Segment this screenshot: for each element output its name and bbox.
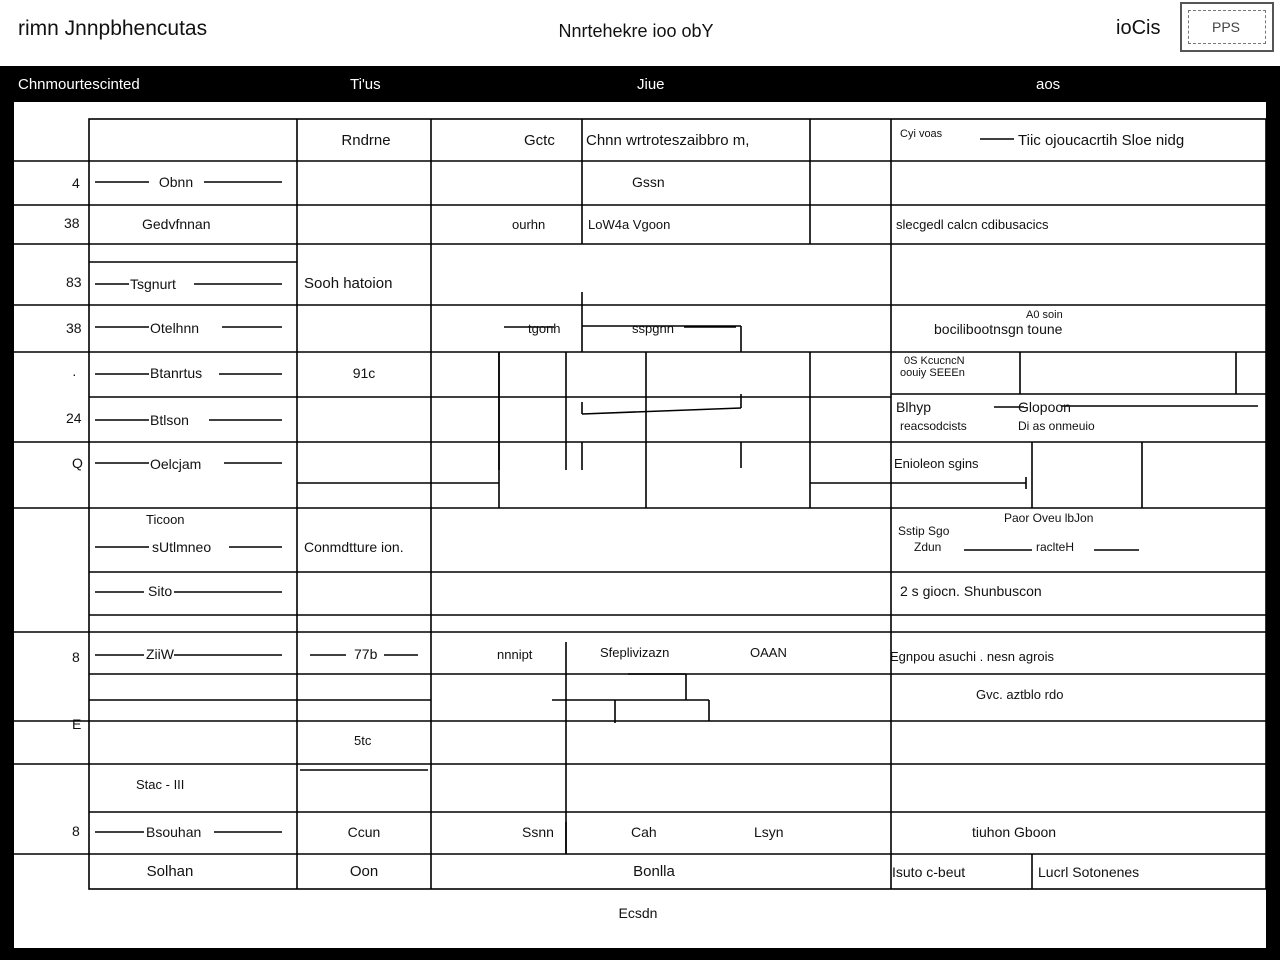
row-label: Tsgnurt bbox=[130, 276, 176, 292]
footer-cell-4b: Lucrl Sotonenes bbox=[1038, 864, 1140, 880]
row-value: slecgedl calcn cdibusacics bbox=[896, 217, 1049, 232]
row-value: 2 s giocn. Shunbuscon bbox=[900, 583, 1042, 599]
row-number: 83 bbox=[66, 274, 82, 290]
row-value: 91c bbox=[352, 365, 376, 381]
row-value: Sfeplivizazn bbox=[600, 645, 670, 660]
row-value: Sstip Sgo bbox=[898, 524, 950, 538]
row-value: Glopoon bbox=[1018, 399, 1071, 415]
row-value: Enioleon sgins bbox=[894, 456, 979, 471]
header-cell-4b: Tiic ojoucacrtih Sloe nidg bbox=[1018, 132, 1185, 149]
column-heading-4: aos bbox=[1036, 76, 1061, 93]
row-value: Cah bbox=[631, 824, 657, 840]
stamp-icon bbox=[1180, 2, 1274, 52]
column-heading-1: Chnmourtescinted bbox=[18, 76, 140, 93]
row-label: Oelcjam bbox=[150, 456, 202, 472]
row-value: 0S KcucncN bbox=[904, 355, 965, 367]
row-value: Conmdtture ion. bbox=[304, 539, 404, 555]
section-right-title: Paor Oveu lbJon bbox=[1004, 511, 1094, 525]
row-label: Bsouhan bbox=[146, 824, 202, 840]
row-label: Btanrtus bbox=[150, 365, 203, 381]
row-value: Blhyp bbox=[896, 399, 932, 415]
section-label: Ticoon bbox=[146, 512, 185, 527]
document-header bbox=[0, 0, 1280, 68]
footer-cell-2: Oon bbox=[349, 863, 379, 880]
row-value: tiuhon Gboon bbox=[972, 824, 1057, 840]
header-cell-2: Rndrne bbox=[341, 132, 391, 149]
row-number: 38 bbox=[64, 215, 80, 231]
row-label: Stac - III bbox=[136, 777, 185, 792]
row-value: Lsyn bbox=[754, 824, 784, 840]
row-value: ourhn bbox=[512, 217, 546, 232]
row-value: oouiy SEEEn bbox=[900, 367, 965, 379]
row-value: Gssn bbox=[632, 174, 665, 190]
column-heading-bar bbox=[0, 66, 1280, 102]
header-cell-4a: Cyi voas bbox=[900, 128, 943, 140]
header-cell-3a: Gctc bbox=[524, 132, 555, 149]
column-heading-3: Jiue bbox=[637, 76, 665, 93]
row-number: 8 bbox=[72, 649, 80, 665]
footer-cell-3: Bonlla bbox=[633, 863, 675, 880]
row-value: bocilibootnsgn toune bbox=[934, 321, 1063, 337]
row-label: Btlson bbox=[150, 412, 189, 428]
row-label: Otelhnn bbox=[150, 320, 200, 336]
row-value: OAAN bbox=[750, 645, 787, 660]
row-value: Ccun bbox=[347, 824, 381, 840]
column-heading-2: Ti'us bbox=[350, 76, 381, 93]
row-value: A0 soin bbox=[1026, 309, 1063, 321]
row-label: Gedvfnnan bbox=[142, 216, 211, 232]
row-number: · bbox=[72, 366, 77, 382]
document-subtitle: Nnrtehekre ioo obY bbox=[558, 21, 714, 41]
row-label: Sito bbox=[148, 583, 173, 599]
form-sheet bbox=[14, 102, 1266, 948]
stamp-text: PPS bbox=[1212, 19, 1241, 35]
row-number: 4 bbox=[72, 175, 80, 191]
row-value: Egnpou asuchi . nesn agrois bbox=[890, 649, 1055, 664]
row-value: Gvc. aztblo rdo bbox=[976, 687, 1064, 702]
row-value: LoW4a Vgoon bbox=[588, 217, 671, 232]
header-cell-3b: Chnn wrtroteszaibbro m, bbox=[586, 132, 750, 149]
row-value: tgonh bbox=[528, 321, 561, 336]
row-value: sspgnn bbox=[632, 321, 674, 336]
row-value: reacsodcists bbox=[900, 419, 967, 433]
document-code: ioCis bbox=[1116, 17, 1161, 39]
footer-cell-1: Solhan bbox=[146, 863, 194, 880]
row-label: ZiiW bbox=[146, 646, 174, 662]
row-value: Sooh hatoion bbox=[304, 275, 393, 292]
row-value: nnnipt bbox=[497, 647, 533, 662]
row-number: 24 bbox=[66, 410, 82, 426]
row-label: sUtlmneo bbox=[152, 539, 212, 555]
footer-cell-4a: Isuto c-beut bbox=[892, 864, 966, 880]
row-value: 77b bbox=[354, 646, 378, 662]
row-number: 38 bbox=[66, 320, 82, 336]
row-value: 5tc bbox=[354, 733, 372, 748]
row-value: Di as onmeuio bbox=[1018, 419, 1095, 433]
row-label: Obnn bbox=[158, 174, 194, 190]
row-value: Zdun bbox=[914, 540, 942, 554]
row-value: raclteH bbox=[1036, 540, 1075, 554]
bottom-note: Ecsdn bbox=[618, 905, 658, 921]
row-number: Q bbox=[72, 455, 83, 471]
row-number: 8 bbox=[72, 823, 80, 839]
document-title: rimn Jnnpbhencutas bbox=[18, 17, 208, 40]
row-value: Ssnn bbox=[522, 824, 554, 840]
row-number: E bbox=[72, 716, 82, 732]
